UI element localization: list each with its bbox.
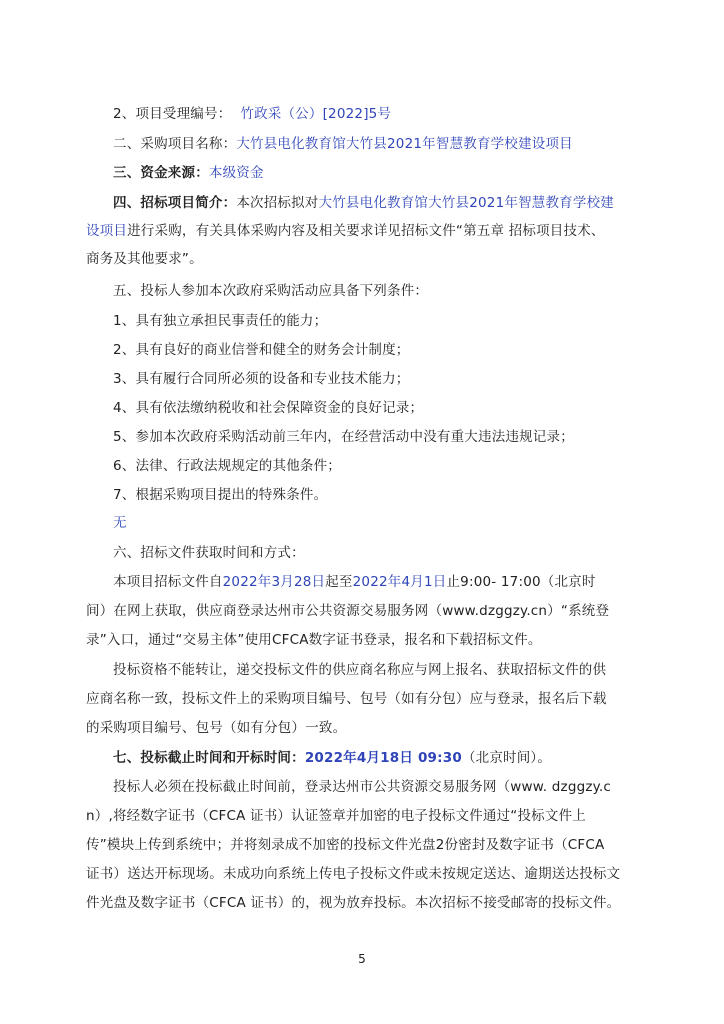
qualification-line-1: 投标资格不能转让，递交投标文件的供应商名称应与网上报名、获取招标文件的供: [113, 662, 607, 678]
submission-line-1: 投标人必须在投标截止时间前，登录达州市公共资源交易服务网（www. dzggzy.c: [113, 779, 612, 795]
condition-3: 3、具有履行合同所必须的设备和专业技术能力；: [113, 371, 410, 387]
deadline-datetime: 2022年4月18日 09:30: [304, 750, 462, 766]
project-number-line: [113, 104, 673, 124]
project-intro-line-3: 商务及其他要求”。: [86, 251, 203, 267]
fund-source-label: 资金来源：: [140, 165, 209, 181]
project-intro-project-name: 大竹县电化教育馆大竹县2021年智慧教育学校建: [318, 195, 614, 211]
project-name-value: 大竹县电化教育馆大竹县2021年智慧教育学校建设项目: [236, 136, 573, 152]
project-intro-heading: 四、招标项目简介：: [113, 195, 237, 211]
condition-2: 2、具有良好的商业信誉和健全的财务会计制度；: [113, 342, 410, 358]
project-name-label: 二、采购项目名称：: [113, 136, 237, 152]
acq-start-date: 2022年3月28日: [222, 574, 326, 590]
qualification-line-3: 的采购项目编号、包号（如有分包）一致。: [86, 720, 347, 736]
project-intro-line-2: [86, 221, 646, 241]
project-number-label: 2、项目受理编号：: [113, 106, 232, 122]
project-intro-text-2: 进行采购，有关具体采购内容及相关要求详见招标文件“第五章 招标项目技术、: [127, 223, 605, 239]
condition-4: 4、具有依法缴纳税收和社会保障资金的良好记录；: [113, 400, 424, 416]
fund-source-value: 本级资金: [208, 165, 264, 181]
deadline-heading: 七、投标截止时间和开标时间：: [113, 750, 305, 766]
condition-6: 6、法律、行政法规规定的其他条件；: [113, 458, 341, 474]
project-name-line: [113, 134, 673, 154]
doc-acquisition-line-1: [113, 572, 673, 592]
doc-acquisition-line-3: 录”入口，通过“交易主体”使用CFCA数字证书登录，报名和下载招标文件。: [86, 632, 542, 648]
acq-text-b: 起至: [325, 574, 353, 590]
deadline-line: [113, 748, 673, 768]
condition-7: 7、根据采购项目提出的特殊条件。: [113, 487, 328, 503]
acq-text-a: 本项目招标文件自: [113, 574, 223, 590]
fund-source-line: [113, 163, 673, 183]
submission-line-2: n）,将经数字证书（CFCA 证书）认证签章并加密的电子投标文件通过“投标文件上: [86, 808, 586, 824]
doc-acquisition-heading: 六、招标文件获取时间和方式：: [113, 545, 305, 561]
condition-1: 1、具有独立承担民事责任的能力；: [113, 313, 328, 329]
project-intro-text: 本次招标拟对: [236, 195, 319, 211]
doc-acquisition-line-2: 间）在网上获取，供应商登录达州市公共资源交易服务网（www.dzggzy.cn）“系统登: [86, 603, 610, 619]
acq-text-c: 止9:00- 17:00（北京时: [446, 574, 596, 590]
submission-line-3: 传”模块上传到系统中；并将刻录成不加密的投标文件光盘2份密封及数字证书（CFCA: [86, 837, 605, 853]
deadline-timezone: （北京时间）。: [461, 750, 552, 766]
acq-end-date: 2022年4月1日: [352, 574, 447, 590]
project-intro-line-1: [113, 193, 673, 213]
special-conditions-value: 无: [113, 515, 127, 531]
submission-line-5: 件光盘及数字证书（CFCA 证书）的，视为放弃投标。本次招标不接受邮寄的投标文件。: [86, 895, 621, 911]
project-intro-project-name-end: 设项目: [86, 223, 128, 239]
qualification-line-2: 应商名称一致，投标文件上的采购项目编号、包号（如有分包）应与登录，报名后下载: [86, 691, 607, 707]
bidder-conditions-heading: 五、投标人参加本次政府采购活动应具备下列条件：: [113, 283, 429, 299]
condition-5: 5、参加本次政府采购活动前三年内，在经营活动中没有重大违法违规记录；: [113, 429, 574, 445]
project-number-value: 竹政采（公）[2022]5号: [240, 106, 392, 122]
fund-source-prefix: 三、: [113, 165, 141, 181]
submission-line-4: 证书）送达开标现场。未成功向系统上传电子投标文件或未按规定送达、逾期送达投标文: [86, 866, 621, 882]
page-number: 5: [358, 952, 366, 966]
